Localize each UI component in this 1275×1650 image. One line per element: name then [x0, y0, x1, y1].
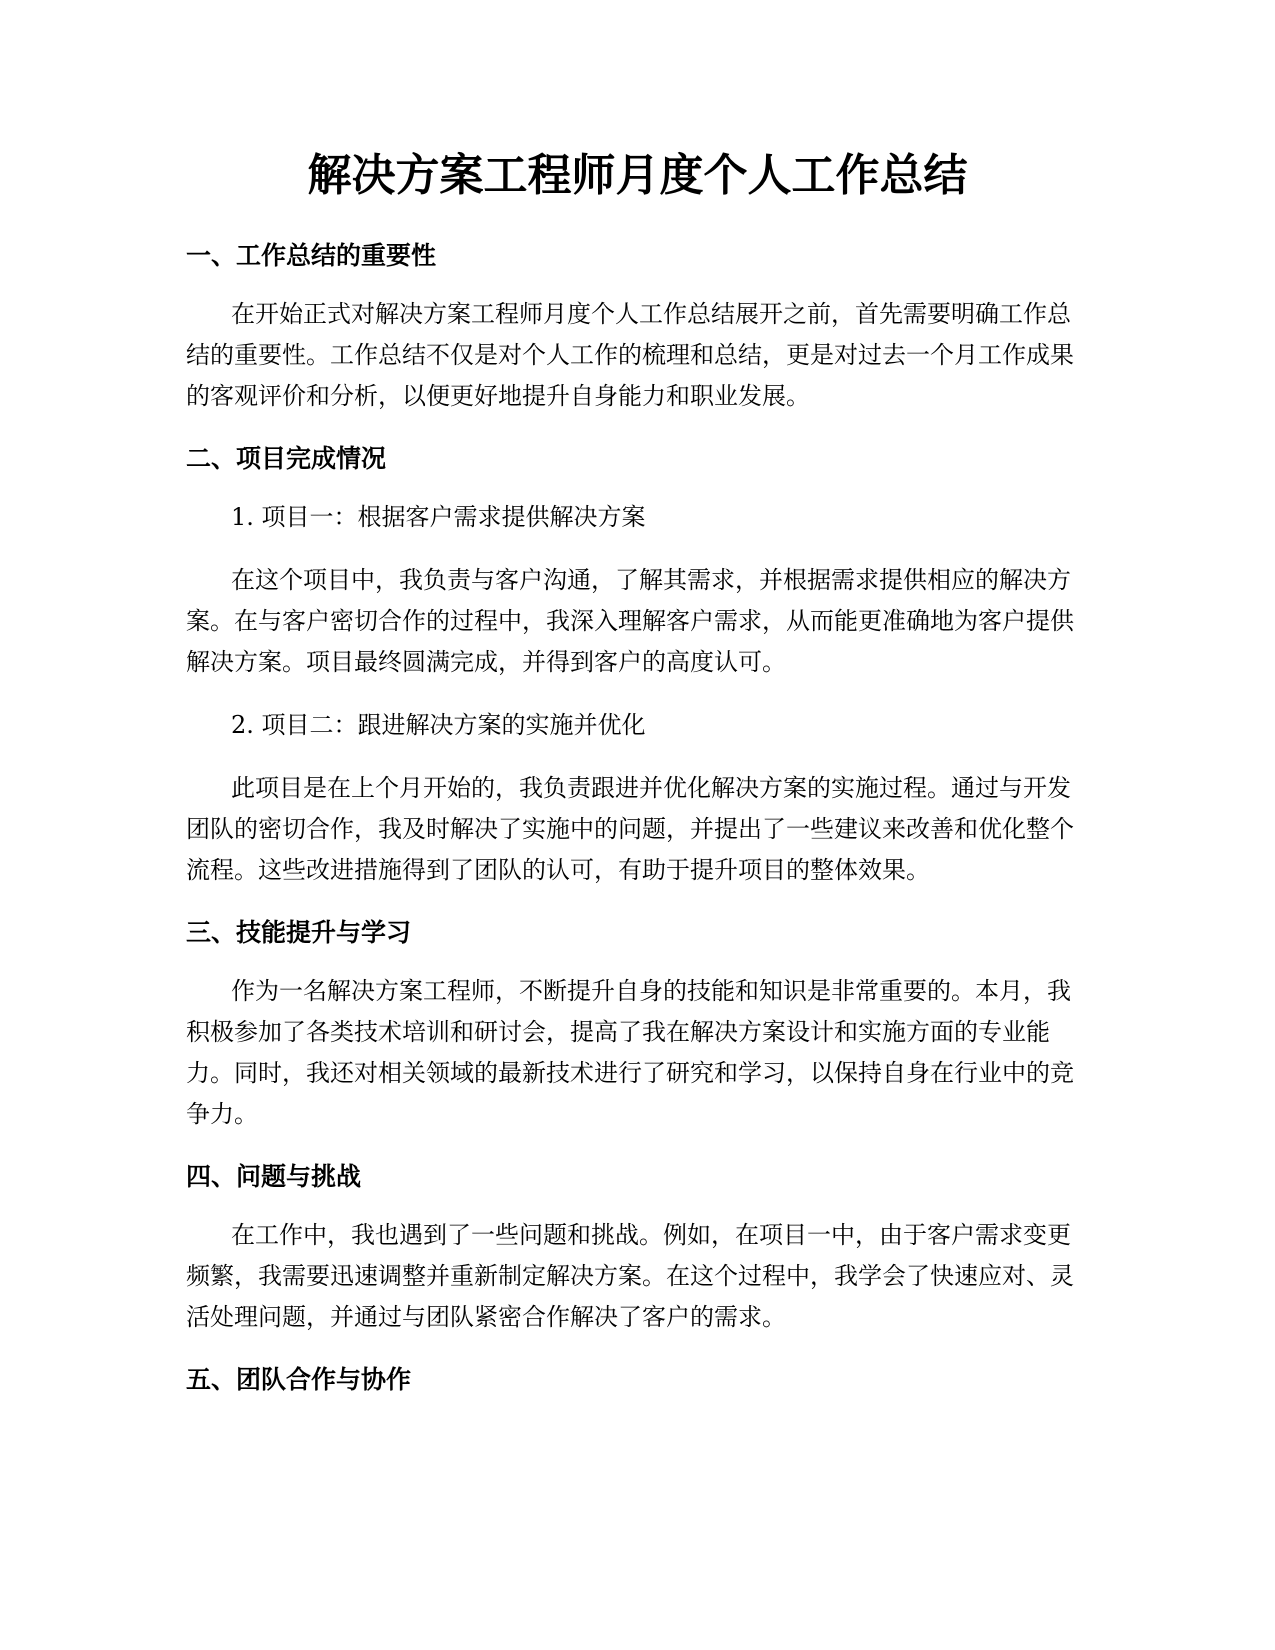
document-body [186, 240, 1086, 1396]
page-title: 解决方案工程师月度个人工作总结 [307, 150, 968, 201]
paragraph: 在开始正式对解决方案工程师月度个人工作总结展开之前，首先需要明确工作总结的重要性。工作总结不仅是对个人工作的梳理和总结，更是对过去一个月工作成果的客观评价和分析，以便更好地提升自身能力和职业发展。 [186, 300, 1074, 410]
paragraph: 在这个项目中，我负责与客户沟通，了解其需求，并根据需求提供相应的解决方案。在与客户密切合作的过程中，我深入理解客户需求，从而能更准确地为客户提供解决方案。项目最终圆满完成，并得到客户的高度认可。 [186, 566, 1074, 676]
list-item: 2. 项目二：跟进解决方案的实施并优化 [231, 711, 646, 739]
list-item: 1. 项目一：根据客户需求提供解决方案 [231, 503, 646, 531]
paragraph: 作为一名解决方案工程师，不断提升自身的技能和知识是非常重要的。本月，我积极参加了各类技术培训和研讨会，提高了我在解决方案设计和实施方面的专业能力。同时，我还对相关领域的最新技术进行了研究和学习，以保持自身在行业中的竞争力。 [186, 977, 1074, 1128]
section-heading: 三、技能提升与学习 [186, 918, 412, 947]
section-heading: 四、问题与挑战 [186, 1162, 362, 1191]
paragraph: 此项目是在上个月开始的，我负责跟进并优化解决方案的实施过程。通过与开发团队的密切合作，我及时解决了实施中的问题，并提出了一些建议来改善和优化整个流程。这些改进措施得到了团队的认可，有助于提升项目的整体效果。 [186, 774, 1074, 884]
section-heading: 二、项目完成情况 [186, 444, 387, 473]
section-heading: 一、工作总结的重要性 [186, 241, 437, 270]
section-heading: 五、团队合作与协作 [186, 1365, 412, 1394]
paragraph: 在工作中，我也遇到了一些问题和挑战。例如，在项目一中，由于客户需求变更频繁，我需要迅速调整并重新制定解决方案。在这个过程中，我学会了快速应对、灵活处理问题，并通过与团队紧密合作解决了客户的需求。 [186, 1221, 1074, 1331]
